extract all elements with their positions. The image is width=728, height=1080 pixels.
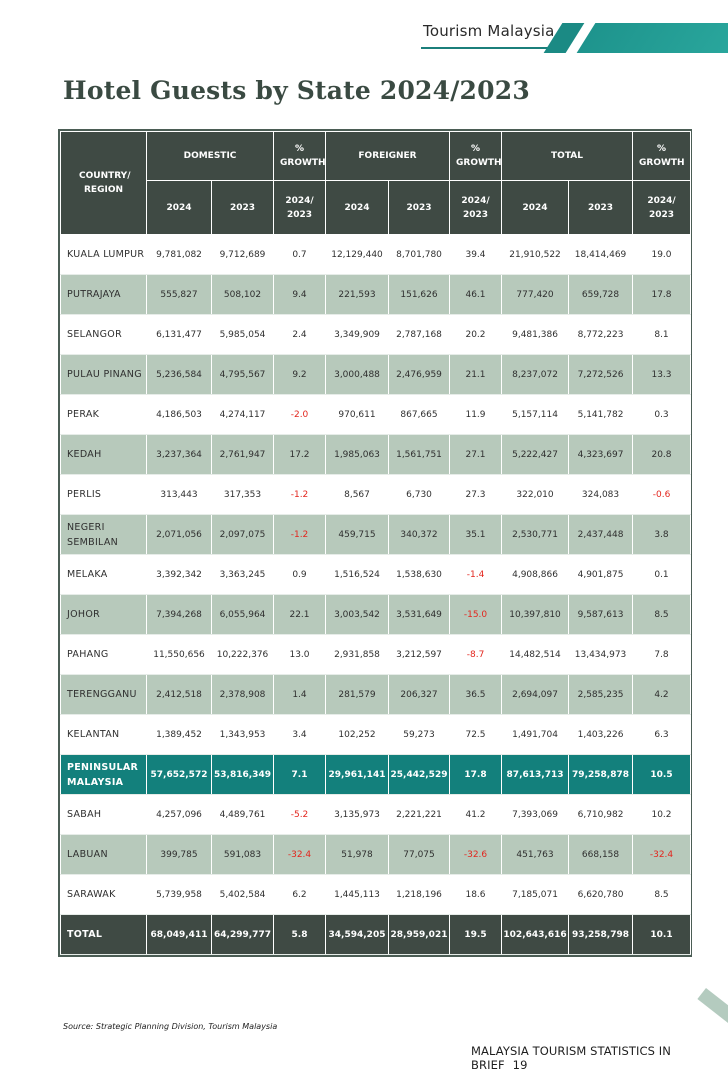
col-header-growth-total: % GROWTH (633, 132, 691, 181)
growth-cell: 13.0 (274, 635, 326, 675)
value-cell: 659,728 (569, 275, 633, 315)
growth-cell: 27.3 (450, 475, 502, 515)
value-cell: 322,010 (502, 475, 569, 515)
value-cell: 1,516,524 (326, 555, 389, 595)
value-cell: 79,258,878 (569, 755, 633, 795)
brand-name: Tourism Malaysia (423, 22, 555, 40)
growth-cell: 0.9 (274, 555, 326, 595)
value-cell: 9,587,613 (569, 595, 633, 635)
value-cell: 4,908,866 (502, 555, 569, 595)
col-header-foreigner: FOREIGNER (326, 132, 450, 181)
value-cell: 5,157,114 (502, 395, 569, 435)
growth-cell: 2.4 (274, 315, 326, 355)
growth-cell: 10.5 (633, 755, 691, 795)
value-cell: 151,626 (389, 275, 450, 315)
value-cell: 10,222,376 (212, 635, 274, 675)
value-cell: 3,349,909 (326, 315, 389, 355)
growth-cell: 0.7 (274, 235, 326, 275)
region-cell: PAHANG (61, 635, 147, 675)
growth-cell: 20.8 (633, 435, 691, 475)
growth-cell: 20.2 (450, 315, 502, 355)
col-header-growth-domestic: % GROWTH (274, 132, 326, 181)
subheader-growth-foreigner: 2024/ 2023 (450, 181, 502, 235)
value-cell: 4,489,761 (212, 795, 274, 835)
growth-cell: -15.0 (450, 595, 502, 635)
table-row (61, 515, 691, 555)
growth-cell: 46.1 (450, 275, 502, 315)
growth-cell: 4.2 (633, 675, 691, 715)
region-cell: KELANTAN (61, 715, 147, 755)
value-cell: 5,739,958 (147, 875, 212, 915)
growth-cell: 7.1 (274, 755, 326, 795)
value-cell: 13,434,973 (569, 635, 633, 675)
value-cell: 2,931,858 (326, 635, 389, 675)
growth-cell: 8.5 (633, 875, 691, 915)
value-cell: 51,978 (326, 835, 389, 875)
region-cell: SARAWAK (61, 875, 147, 915)
value-cell: 1,218,196 (389, 875, 450, 915)
region-cell: SELANGOR (61, 315, 147, 355)
table-row (61, 355, 691, 395)
table-row (61, 315, 691, 355)
subheader-growth-total: 2024/ 2023 (633, 181, 691, 235)
col-header-domestic: DOMESTIC (147, 132, 274, 181)
value-cell: 2,476,959 (389, 355, 450, 395)
region-cell: TOTAL (61, 915, 147, 955)
table-row (61, 395, 691, 435)
growth-cell: 10.1 (633, 915, 691, 955)
col-header-region: COUNTRY/ REGION (61, 132, 147, 235)
value-cell: 8,772,223 (569, 315, 633, 355)
page-number: 19 (512, 1058, 528, 1072)
page-title: Hotel Guests by State 2024/2023 (63, 76, 530, 105)
brand-stripe-band (577, 23, 728, 53)
growth-cell: 0.3 (633, 395, 691, 435)
value-cell: 34,594,205 (326, 915, 389, 955)
value-cell: 3,531,649 (389, 595, 450, 635)
region-cell: PENINSULAR MALAYSIA (61, 755, 147, 795)
value-cell: 1,343,953 (212, 715, 274, 755)
growth-cell: -5.2 (274, 795, 326, 835)
value-cell: 4,795,567 (212, 355, 274, 395)
value-cell: 6,620,780 (569, 875, 633, 915)
table-row (61, 555, 691, 595)
region-cell: MELAKA (61, 555, 147, 595)
growth-cell: 6.3 (633, 715, 691, 755)
value-cell: 64,299,777 (212, 915, 274, 955)
value-cell: 5,236,584 (147, 355, 212, 395)
value-cell: 2,221,221 (389, 795, 450, 835)
growth-cell: 13.3 (633, 355, 691, 395)
region-cell: KEDAH (61, 435, 147, 475)
value-cell: 28,959,021 (389, 915, 450, 955)
growth-cell: -32.6 (450, 835, 502, 875)
value-cell: 9,481,386 (502, 315, 569, 355)
subheader-growth-domestic: 2024/ 2023 (274, 181, 326, 235)
table-row (61, 275, 691, 315)
subheader-foreigner-2023: 2023 (389, 181, 450, 235)
growth-cell: 17.2 (274, 435, 326, 475)
value-cell: 6,131,477 (147, 315, 212, 355)
subheader-domestic-2024: 2024 (147, 181, 212, 235)
growth-cell: 22.1 (274, 595, 326, 635)
growth-cell: 3.8 (633, 515, 691, 555)
growth-cell: -0.6 (633, 475, 691, 515)
table-row (61, 795, 691, 835)
value-cell: 7,185,071 (502, 875, 569, 915)
value-cell: 3,135,973 (326, 795, 389, 835)
value-cell: 2,530,771 (502, 515, 569, 555)
growth-cell: 35.1 (450, 515, 502, 555)
value-cell: 93,258,798 (569, 915, 633, 955)
region-cell: SABAH (61, 795, 147, 835)
region-cell: PULAU PINANG (61, 355, 147, 395)
growth-cell: 0.1 (633, 555, 691, 595)
region-cell: PERAK (61, 395, 147, 435)
growth-cell: -1.4 (450, 555, 502, 595)
value-cell: 6,710,982 (569, 795, 633, 835)
value-cell: 3,003,542 (326, 595, 389, 635)
value-cell: 4,901,875 (569, 555, 633, 595)
value-cell: 21,910,522 (502, 235, 569, 275)
value-cell: 1,561,751 (389, 435, 450, 475)
value-cell: 4,274,117 (212, 395, 274, 435)
value-cell: 3,237,364 (147, 435, 212, 475)
value-cell: 7,272,526 (569, 355, 633, 395)
value-cell: 340,372 (389, 515, 450, 555)
growth-cell: 36.5 (450, 675, 502, 715)
value-cell: 451,763 (502, 835, 569, 875)
value-cell: 3,392,342 (147, 555, 212, 595)
table-row (61, 755, 691, 795)
value-cell: 2,097,075 (212, 515, 274, 555)
value-cell: 5,222,427 (502, 435, 569, 475)
value-cell: 8,237,072 (502, 355, 569, 395)
value-cell: 777,420 (502, 275, 569, 315)
value-cell: 281,579 (326, 675, 389, 715)
source-note: Source: Strategic Planning Division, Tourism Malaysia (63, 1022, 278, 1031)
value-cell: 459,715 (326, 515, 389, 555)
region-cell: PERLIS (61, 475, 147, 515)
value-cell: 508,102 (212, 275, 274, 315)
table-row (61, 675, 691, 715)
region-cell: JOHOR (61, 595, 147, 635)
value-cell: 102,643,616 (502, 915, 569, 955)
table-row (61, 835, 691, 875)
region-cell: NEGERI SEMBILAN (61, 515, 147, 555)
growth-cell: 3.4 (274, 715, 326, 755)
table-row (61, 875, 691, 915)
value-cell: 87,613,713 (502, 755, 569, 795)
value-cell: 4,257,096 (147, 795, 212, 835)
value-cell: 399,785 (147, 835, 212, 875)
table-row (61, 235, 691, 275)
growth-cell: -1.2 (274, 475, 326, 515)
value-cell: 2,071,056 (147, 515, 212, 555)
value-cell: 2,761,947 (212, 435, 274, 475)
publication-title: MALAYSIA TOURISM STATISTICS IN BRIEF (471, 1044, 671, 1072)
value-cell: 5,985,054 (212, 315, 274, 355)
region-cell: LABUAN (61, 835, 147, 875)
brand-underline (421, 47, 561, 49)
value-cell: 10,397,810 (502, 595, 569, 635)
value-cell: 668,158 (569, 835, 633, 875)
value-cell: 3,363,245 (212, 555, 274, 595)
value-cell: 5,402,584 (212, 875, 274, 915)
hotel-guests-table (58, 129, 692, 957)
growth-cell: 41.2 (450, 795, 502, 835)
growth-cell: -2.0 (274, 395, 326, 435)
value-cell: 1,538,630 (389, 555, 450, 595)
growth-cell: 5.8 (274, 915, 326, 955)
growth-cell: 17.8 (633, 275, 691, 315)
value-cell: 68,049,411 (147, 915, 212, 955)
value-cell: 317,353 (212, 475, 274, 515)
growth-cell: 1.4 (274, 675, 326, 715)
value-cell: 18,414,469 (569, 235, 633, 275)
value-cell: 59,273 (389, 715, 450, 755)
value-cell: 11,550,656 (147, 635, 212, 675)
growth-cell: 39.4 (450, 235, 502, 275)
value-cell: 4,323,697 (569, 435, 633, 475)
table-row (61, 915, 691, 955)
value-cell: 7,394,268 (147, 595, 212, 635)
growth-cell: 21.1 (450, 355, 502, 395)
growth-cell: 9.4 (274, 275, 326, 315)
value-cell: 53,816,349 (212, 755, 274, 795)
value-cell: 1,389,452 (147, 715, 212, 755)
value-cell: 970,611 (326, 395, 389, 435)
growth-cell: 8.1 (633, 315, 691, 355)
value-cell: 77,075 (389, 835, 450, 875)
value-cell: 555,827 (147, 275, 212, 315)
value-cell: 2,378,908 (212, 675, 274, 715)
value-cell: 25,442,529 (389, 755, 450, 795)
subheader-domestic-2023: 2023 (212, 181, 274, 235)
growth-cell: 19.5 (450, 915, 502, 955)
growth-cell: 11.9 (450, 395, 502, 435)
region-cell: TERENGGANU (61, 675, 147, 715)
value-cell: 14,482,514 (502, 635, 569, 675)
value-cell: 12,129,440 (326, 235, 389, 275)
value-cell: 324,083 (569, 475, 633, 515)
growth-cell: 9.2 (274, 355, 326, 395)
value-cell: 8,701,780 (389, 235, 450, 275)
value-cell: 4,186,503 (147, 395, 212, 435)
growth-cell: 27.1 (450, 435, 502, 475)
growth-cell: 6.2 (274, 875, 326, 915)
table-row (61, 635, 691, 675)
subheader-total-2023: 2023 (569, 181, 633, 235)
col-header-total: TOTAL (502, 132, 633, 181)
growth-cell: -8.7 (450, 635, 502, 675)
growth-cell: 18.6 (450, 875, 502, 915)
value-cell: 3,212,597 (389, 635, 450, 675)
growth-cell: -32.4 (633, 835, 691, 875)
value-cell: 1,445,113 (326, 875, 389, 915)
value-cell: 1,491,704 (502, 715, 569, 755)
value-cell: 9,712,689 (212, 235, 274, 275)
value-cell: 1,403,226 (569, 715, 633, 755)
table-row (61, 475, 691, 515)
growth-cell: -1.2 (274, 515, 326, 555)
value-cell: 29,961,141 (326, 755, 389, 795)
region-cell: KUALA LUMPUR (61, 235, 147, 275)
growth-cell: 10.2 (633, 795, 691, 835)
value-cell: 1,985,063 (326, 435, 389, 475)
page-footer (471, 1044, 728, 1072)
value-cell: 8,567 (326, 475, 389, 515)
growth-cell: 19.0 (633, 235, 691, 275)
value-cell: 313,443 (147, 475, 212, 515)
value-cell: 2,585,235 (569, 675, 633, 715)
value-cell: 3,000,488 (326, 355, 389, 395)
value-cell: 6,730 (389, 475, 450, 515)
value-cell: 221,593 (326, 275, 389, 315)
value-cell: 9,781,082 (147, 235, 212, 275)
subheader-total-2024: 2024 (502, 181, 569, 235)
growth-cell: 72.5 (450, 715, 502, 755)
value-cell: 206,327 (389, 675, 450, 715)
col-header-growth-foreigner: % GROWTH (450, 132, 502, 181)
value-cell: 5,141,782 (569, 395, 633, 435)
value-cell: 2,412,518 (147, 675, 212, 715)
table-row (61, 435, 691, 475)
growth-cell: 17.8 (450, 755, 502, 795)
value-cell: 591,083 (212, 835, 274, 875)
value-cell: 57,652,572 (147, 755, 212, 795)
table-row (61, 715, 691, 755)
growth-cell: 7.8 (633, 635, 691, 675)
value-cell: 2,787,168 (389, 315, 450, 355)
value-cell: 7,393,069 (502, 795, 569, 835)
table-body (61, 235, 691, 955)
value-cell: 6,055,964 (212, 595, 274, 635)
region-cell: PUTRAJAYA (61, 275, 147, 315)
value-cell: 2,694,097 (502, 675, 569, 715)
growth-cell: -32.4 (274, 835, 326, 875)
value-cell: 2,437,448 (569, 515, 633, 555)
table-row (61, 595, 691, 635)
value-cell: 102,252 (326, 715, 389, 755)
value-cell: 867,665 (389, 395, 450, 435)
corner-accent (697, 988, 728, 1036)
growth-cell: 8.5 (633, 595, 691, 635)
subheader-foreigner-2024: 2024 (326, 181, 389, 235)
